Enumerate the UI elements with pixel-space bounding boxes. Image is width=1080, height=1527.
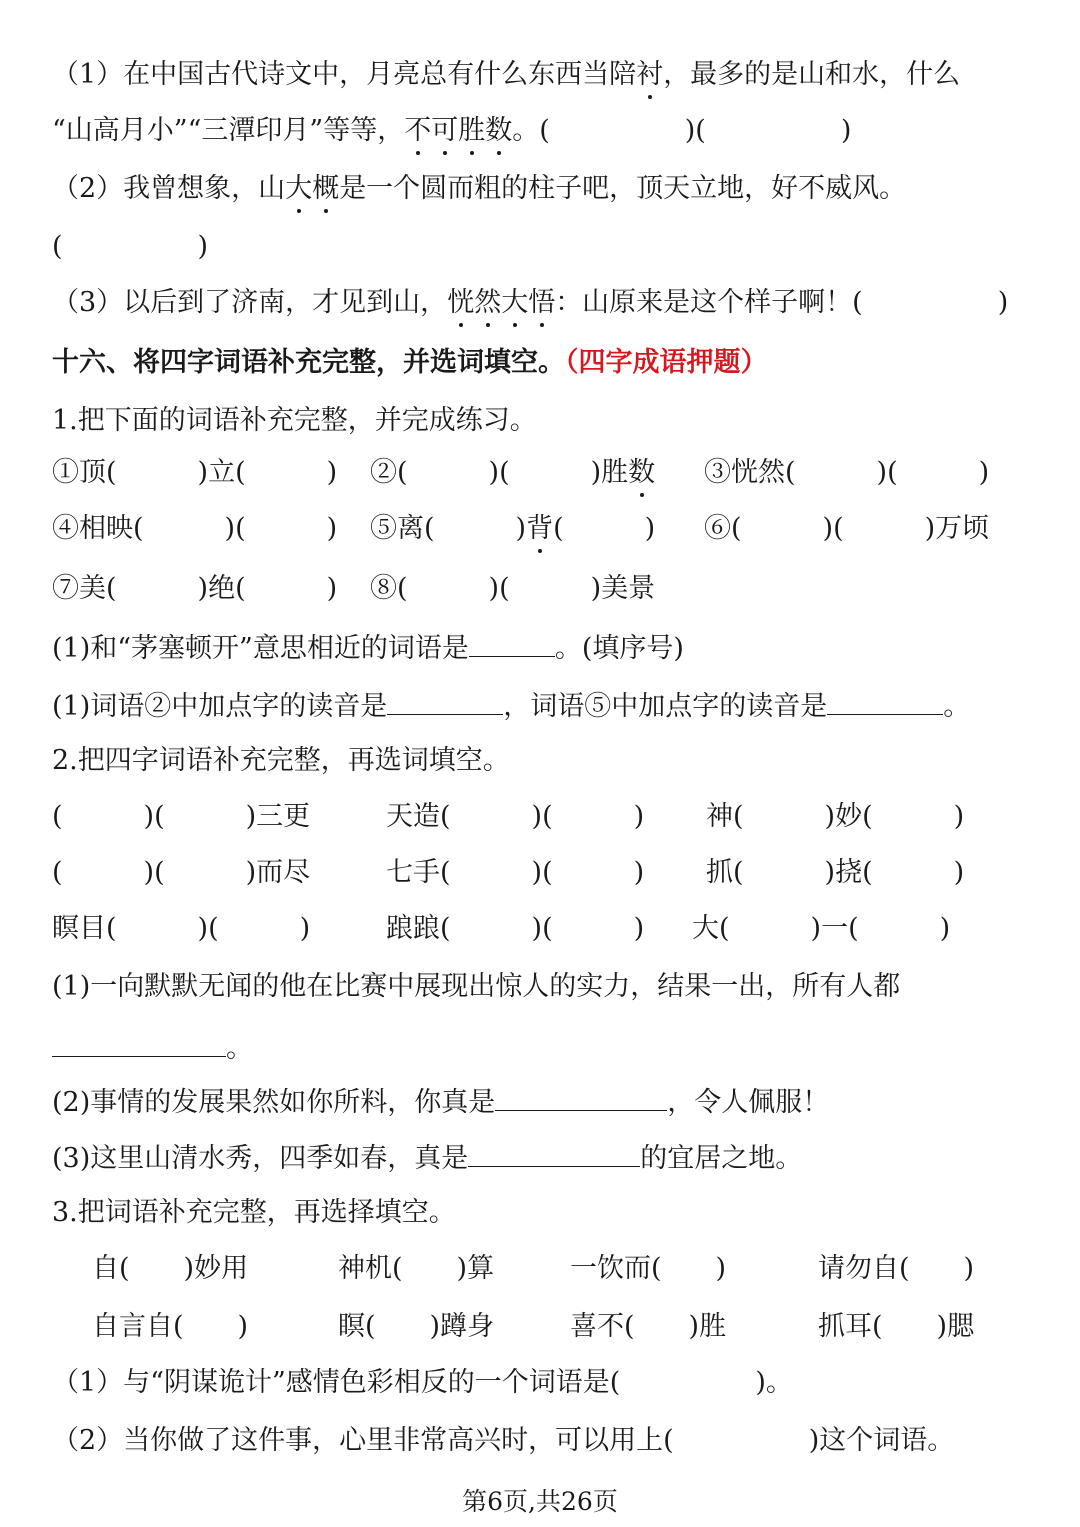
question-text: (1)和“茅塞顿开”意思相近的词语是 [52,633,469,664]
part2-q2 [52,1084,829,1120]
q15-item1-text: “山高月小”“三潭印月”等等， [52,115,405,146]
answer-blank[interactable] [52,1030,226,1057]
idiom-item[interactable]: 瞑( )蹲身 [338,1311,495,1342]
idiom-item[interactable]: ( )( )三更 [52,801,311,832]
answer-blank[interactable] [387,688,503,715]
answer-parens[interactable]: 。( )( ) [512,115,852,146]
idiom-item[interactable]: ⑧( )( )美景 [370,573,656,604]
part2-q3 [52,1140,802,1176]
answer-blank[interactable] [827,688,943,715]
part2-title: 2.把四字词语补充完整，再选词填空。 [52,745,510,776]
question-text-end: 。 [943,691,971,722]
question-text-end: 。 [226,1033,253,1064]
q15-item2-text: （2）我曾想象，山 [52,173,286,204]
section-title: 十六、将四字词语补充完整，并选词填空。 [52,347,565,378]
section-16-heading [52,346,768,380]
idiom-item[interactable]: 神( )妙( ) [706,801,965,832]
dotted-word: 大概 [285,173,340,204]
answer-blank[interactable] [495,1084,667,1111]
part1-title: 1.把下面的词语补充完整，并完成练习。 [52,405,537,436]
answer-blank[interactable] [468,1140,640,1167]
question-text-mid: ，词语⑤中加点字的读音是 [503,691,828,722]
idiom-item[interactable]: ⑤离( )背( ) [370,513,656,544]
q15-item1-line2 [52,114,851,148]
idiom-item[interactable]: 一饮而( ) [570,1253,727,1284]
idiom-item[interactable]: 请勿自( ) [818,1253,975,1284]
question-text: (1)词语②中加点字的读音是 [52,691,388,722]
idiom-item[interactable]: ⑥( )( )万顷 [704,513,990,544]
idiom-item[interactable]: 抓( )挠( ) [706,857,965,888]
idiom-item[interactable]: 瞑目( )( ) [52,913,311,944]
idiom-item[interactable]: ①顶( )立( ) [52,457,338,488]
part3-title: 3.把词语补充完整，再选择填空。 [52,1197,456,1228]
question-text: (3)这里山清水秀，四季如春，真是 [52,1143,469,1174]
idiom-item[interactable]: ④相映( )( ) [52,513,338,544]
part1-q2 [52,688,970,724]
question-text-end: 的宜居之地。 [640,1143,803,1174]
part3-q1[interactable]: （1）与“阴谋诡计”感情色彩相反的一个词语是( )。 [52,1367,793,1398]
q15-item3-text: （3）以后到了济南，才见到山， [52,287,448,318]
question-text-end: ，令人佩服！ [667,1087,830,1118]
answer-parens[interactable]: ( ) [52,231,209,262]
idiom-item[interactable]: 大( )一( ) [692,913,951,944]
q15-item2-line2 [52,230,208,264]
idiom-item[interactable]: 踉踉( )( ) [386,913,645,944]
idiom-item[interactable]: ( )( )而尽 [52,857,311,888]
part2-q1: (1)一向默默无闻的他在比赛中展现出惊人的实力，结果一出，所有人都 [52,971,901,1002]
q15-item3 [52,286,1008,320]
idiom-item[interactable]: 七手( )( ) [386,857,645,888]
q15-item2-text-cont: 是一个圆而粗的柱子吧，顶天立地，好不威风。 [339,173,907,204]
idiom-item[interactable]: 神机( )算 [338,1253,495,1284]
part1-q1 [52,630,684,666]
idiom-item[interactable]: 天造( )( ) [386,801,645,832]
part2-q1-answer-line [52,1030,253,1066]
part3-q2[interactable]: （2）当你做了这件事，心里非常高兴时，可以用上( )这个词语。 [52,1425,955,1456]
idiom-item[interactable]: ②( )( )胜数 [370,457,656,488]
q15-item2-line1 [52,172,906,206]
idiom-item[interactable]: ⑦美( )绝( ) [52,573,338,604]
q15-item3-text-cont[interactable]: ：山原来是这个样子啊！( ) [555,287,1009,318]
idiom-item[interactable]: 抓耳( )腮 [818,1311,975,1342]
answer-blank[interactable] [469,630,555,657]
question-text-end: 。(填序号) [554,633,684,664]
idiom-item[interactable]: 自言自( ) [92,1311,249,1342]
question-text: (2)事情的发展果然如你所料，你真是 [52,1087,496,1118]
dotted-word: 恍然大悟 [447,287,556,318]
q15-item1-text: （1）在中国古代诗文中，月亮总有什么东西当陪 [52,59,637,90]
page-number-footer: 第6页,共26页 [462,1487,618,1516]
q15-item1-text-cont: ，最多的是山和水，什么 [663,59,961,90]
dotted-char: 衬 [636,59,664,90]
idiom-item[interactable]: ③恍然( )( ) [704,457,990,488]
section-tag: （四字成语押题） [565,347,768,378]
idiom-item[interactable]: 自( )妙用 [92,1253,249,1284]
q15-item1-line1 [52,58,960,92]
idiom-item[interactable]: 喜不( )胜 [570,1311,727,1342]
dotted-word: 不可胜数 [404,115,513,146]
